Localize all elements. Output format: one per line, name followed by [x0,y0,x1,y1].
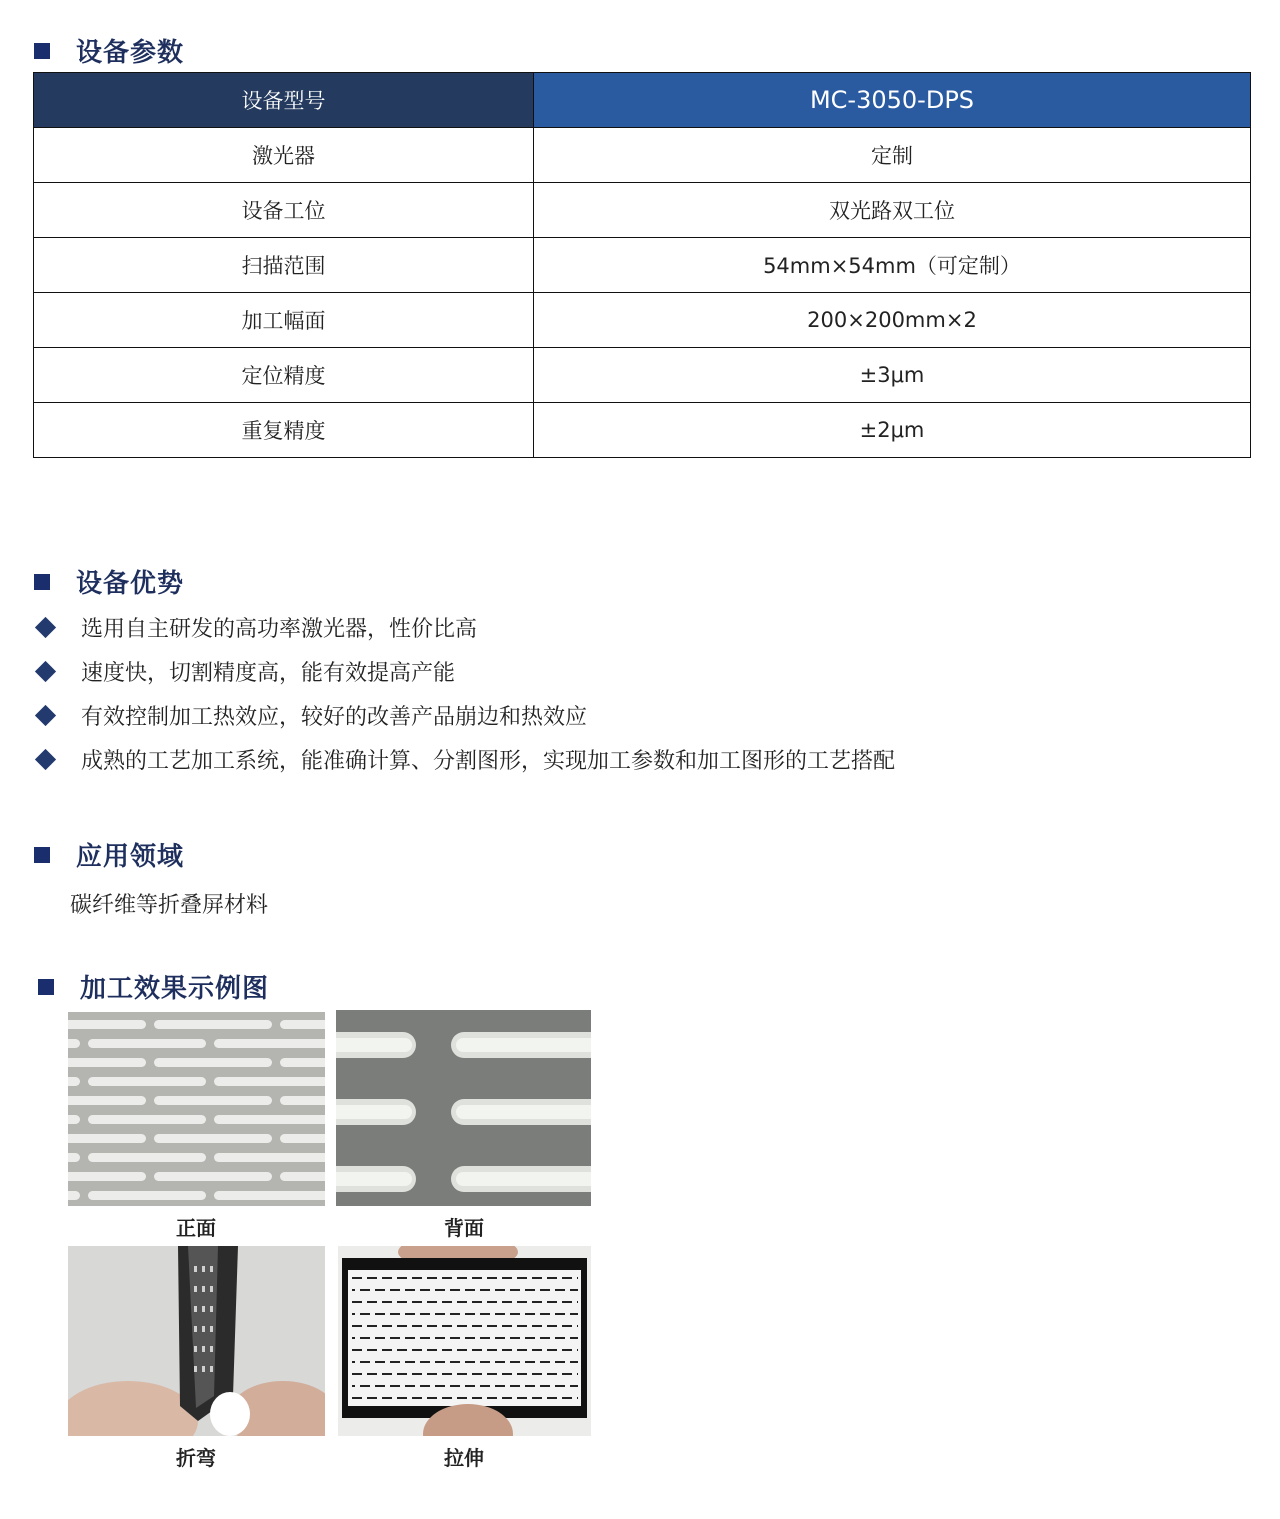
spec-row-label: 激光器 [34,128,534,183]
diamond-bullet-icon [35,749,56,770]
spec-row-value: 54mm×54mm（可定制） [534,238,1251,293]
diamond-bullet-icon [35,705,56,726]
params-title-text: 设备参数 [76,38,185,68]
application-text: 碳纤维等折叠屏材料 [70,893,269,918]
spec-row-value: 200×200mm×2 [534,293,1251,348]
square-bullet-icon [38,979,54,995]
table-row [34,293,1251,348]
spec-row-label: 加工幅面 [34,293,534,348]
spec-row-value: 双光路双工位 [534,183,1251,238]
spec-table-header-row [34,73,1251,128]
spec-header-value: MC-3050-DPS [534,73,1251,128]
stretch-photo [338,1246,591,1436]
table-row [34,128,1251,183]
params-section-title [34,32,184,69]
spec-header-label: 设备型号 [34,73,534,128]
table-row [34,348,1251,403]
list-item [34,656,455,687]
stretch-caption: 拉伸 [444,1446,484,1470]
spec-row-value: ±2μm [534,403,1251,458]
stretch-illustration [338,1246,591,1436]
spec-row-value: ±3μm [534,348,1251,403]
spec-row-label: 重复精度 [34,403,534,458]
application-section-title [34,836,184,873]
list-item [34,744,895,775]
back-photo [336,1010,591,1206]
bend-photo [68,1246,325,1436]
diamond-bullet-icon [35,617,56,638]
bend-caption: 折弯 [176,1446,216,1470]
list-item [34,700,587,731]
list-item [34,612,477,643]
diamond-bullet-icon [35,661,56,682]
square-bullet-icon [34,574,50,590]
table-row [34,403,1251,458]
advantages-section-title [34,563,184,600]
front-caption: 正面 [176,1216,216,1240]
spec-row-label: 定位精度 [34,348,534,403]
back-slot-pattern [336,1010,591,1206]
table-row [34,183,1251,238]
square-bullet-icon [34,43,50,59]
bend-illustration [68,1246,325,1436]
back-caption: 背面 [444,1216,484,1240]
front-photo [68,1012,325,1206]
advantage-text: 选用自主研发的高功率激光器，性价比高 [81,617,478,642]
advantage-text: 成熟的工艺加工系统，能准确计算、分割图形，实现加工参数和加工图形的工艺搭配 [81,749,896,774]
spec-row-label: 扫描范围 [34,238,534,293]
square-bullet-icon [34,847,50,863]
advantage-text: 有效控制加工热效应，较好的改善产品崩边和热效应 [81,705,588,730]
application-title-text: 应用领域 [76,842,185,872]
spec-row-label: 设备工位 [34,183,534,238]
table-row [34,238,1251,293]
advantages-title-text: 设备优势 [76,569,185,599]
examples-title-text: 加工效果示例图 [80,974,270,1004]
examples-section-title [38,968,269,1005]
advantage-text: 速度快，切割精度高，能有效提高产能 [81,661,456,686]
front-slot-pattern [68,1012,325,1206]
spec-row-value: 定制 [534,128,1251,183]
spec-table [33,72,1251,458]
